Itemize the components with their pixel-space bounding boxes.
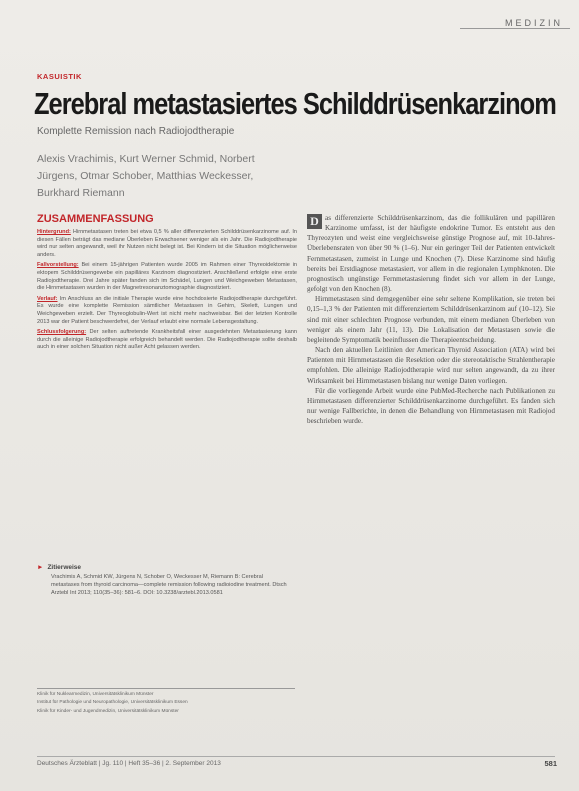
article-kicker: KASUISTIK bbox=[37, 72, 82, 81]
abstract-paragraph bbox=[37, 229, 297, 259]
abstract-text: Im Anschluss an die initiale Therapie wurde eine hochdosierte Radiojodtherapie durchgeführt. Es wurde eine komplette Remission sämtlicher Metastasen in Gehirn, Skelett, Lungen und Weichgeweben erzielt. Der Thyreoglobulin-Wert ist nicht mehr nachweisbar. Bei der letzten Kontrolle 2013 war der Patient beschwerdefrei, der Verlauf erlaubt eine normale Lebensgestaltung. bbox=[37, 295, 297, 325]
affiliation: Institut für Pathologie und Neuropathologie, Universitätsklinikum Essen bbox=[37, 700, 188, 706]
article-title: Zerebral metastasiertes Schilddrüsenkarzinom bbox=[34, 86, 556, 121]
abstract-label: Hintergrund: bbox=[37, 229, 71, 235]
abstract-heading: ZUSAMMENFASSUNG bbox=[37, 213, 154, 225]
drop-cap: D bbox=[307, 214, 322, 229]
body-paragraph: Hirnmetastasen sind demgegenüber eine sehr seltene Komplikation, sie treten bei 0,15–1,3 % der Patienten mit differenziertem Schilddrüsenkarzinom auf (10–12). Sie sind mit einer schlechten Prognose verbunden, mit einem medianen Überleben von weniger als einem Jahr (11, 13). Die Lokalisation der Metastasen sowie die begleitende Symptomatik beeinflussen die Therapieentscheidung. bbox=[307, 295, 555, 344]
abstract-text: Bei einem 15-jährigen Patienten wurde 2005 im Rahmen einer Thyreoidektomie in ektopem Schilddrüsengewebe ein papilläres Karzinom diagnostiziert. Anschließend erfolgte eine erste Radiojodtherapie. Drei Jahre später fanden sich im Schädel, Lungen und Weichgeweben Metastasen, die Hirnmetastasen wurden in der Magnetresonanztomographie diagnostiziert. bbox=[37, 262, 297, 292]
abstract-text: Der selten auftretende Krankheitsfall einer ausgedehnten Metastasierung kann durch die alleinige Radiojodtherapie erfolgreich behandelt werden. Die Radiojodtherapie sollte deshalb auch in einer solchen Situation nicht außer Acht gelassen werden. bbox=[37, 329, 297, 351]
abstract-label: Verlauf: bbox=[37, 295, 58, 302]
abstract-box bbox=[37, 213, 297, 355]
article-subtitle: Komplette Remission nach Radiojodtherapie bbox=[37, 126, 235, 137]
footer-rule bbox=[37, 756, 555, 757]
abstract-paragraph bbox=[37, 296, 297, 326]
citation-heading-text: Zitierweise bbox=[47, 564, 82, 571]
arrow-right-icon: ► bbox=[37, 564, 44, 571]
abstract-text: Hirnmetastasen treten bei etwa 0,5 % aller differenzierten Schilddrüsenkarzinome auf. In diesen Fällen beträgt das mediane Überleben Erwachsener weniger als ein Jahr. Die Radiojodtherapie wird nur selten angewandt, weil ihr Nutzen nicht belegt ist. Bei Kindern ist die Situation möglicherweise anders. bbox=[37, 229, 297, 258]
affiliation: Klinik für Nuklearmedizin, Universitätsklinikum Münster bbox=[37, 692, 154, 697]
abstract-paragraph bbox=[37, 329, 297, 352]
body-paragraph: Für die vorliegende Arbeit wurde eine PubMed-Recherche nach Publikationen zu Hirnmetastasen differenzierter Schilddrüsenkarzinome durchgeführt. Es fanden sich nur wenige Fallberichte, in denen die Behandlung von Hirnmetastasen mit Radiojod beschrieben wurde. bbox=[307, 386, 555, 426]
affiliation: Klinik für Kinder- und Jugendmedizin, Universitätsklinikum Münster bbox=[37, 708, 179, 714]
abstract-label: Schlussfolgerung: bbox=[37, 329, 87, 336]
citation-text[interactable]: Vrachimis A, Schmid KW, Jürgens N, Schober O, Weckesser M, Riemann B: Cerebral metastases from thyroid carcinoma—complete remission following radioiodine treatment. Dtsch Arztebl Int 2013; 110(35–36): 581–6. DOI: 10.3238/arztebl.2013.0581 bbox=[51, 574, 287, 596]
header-rule bbox=[460, 28, 570, 29]
body-paragraph-text: as differenzierte Schilddrüsenkarzinom, das die follikulären und papillären Karzinome umfasst, ist der häufigste endokrine Tumor. Es entsteht aus den Thyreozyten und weist eine vergleichsweise günstige Prognose auf, mit 10-Jahres-Überlebensraten von über 90 % (1–6). Nur ein geringer Teil der Patienten entwickelt Fernmetastasen, zumeist in Lunge und Knochen (7). Diese Karzinome sind häufig bereits bei Erstdiagnose metastasiert, vor allem in die regionalen Lymphknoten. Die prognostisch ungünstige Fernmetastasierung findet sich vor allem in der Lunge, gefolgt von den Knochen (8). bbox=[307, 214, 555, 294]
citation-heading bbox=[37, 564, 292, 571]
section-label: MEDIZIN bbox=[505, 18, 563, 28]
page-number: 581 bbox=[544, 759, 557, 768]
body-paragraph bbox=[307, 213, 555, 294]
body-paragraph: Nach den aktuellen Leitlinien der American Thyroid Association (ATA) wird bei Patienten mit Hirnmetastasen die Resektion oder die stereotaktische Strahlentherapie empfohlen. Die alleinige Radiojodtherapie wird nur selten angewandt, da zu ihrer Wirksamkeit bei Hirnmetastasen bislang nur wenige Daten vorliegen. bbox=[307, 346, 555, 385]
abstract-label: Fallvorstellung: bbox=[37, 262, 79, 269]
affiliations bbox=[37, 688, 295, 717]
abstract-paragraph bbox=[37, 262, 297, 292]
body-text-column bbox=[307, 213, 555, 426]
author-list: Alexis Vrachimis, Kurt Werner Schmid, Norbert Jürgens, Otmar Schober, Matthias Weckesser, Burkhard Riemann bbox=[37, 153, 255, 199]
citation-block bbox=[37, 564, 292, 597]
journal-citation: Deutsches Ärzteblatt | Jg. 110 | Heft 35–36 | 2. September 2013 bbox=[37, 760, 221, 767]
